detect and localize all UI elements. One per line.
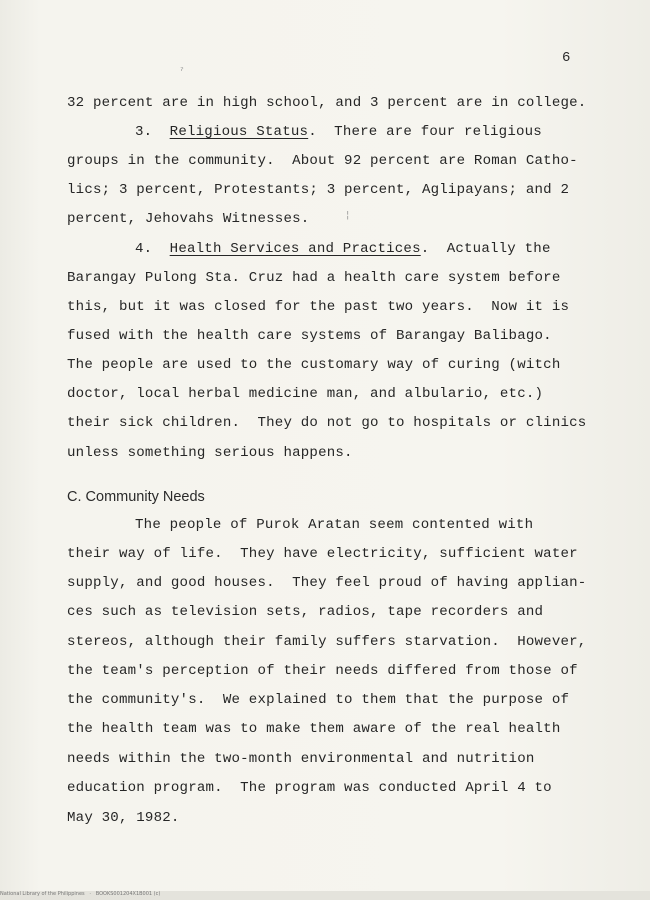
- item-3-number: 3.: [135, 124, 153, 140]
- section-c-line: needs within the two-month environmental and nutrition: [67, 751, 535, 767]
- section-c-line: May 30, 1982.: [67, 810, 180, 826]
- section-c-line: the team's perception of their needs differed from those of: [67, 663, 578, 679]
- text-line: lics; 3 percent, Protestants; 3 percent, Aglipayans; and 2: [67, 182, 570, 198]
- section-c-line: education program. The program was conducted April 4 to: [67, 780, 552, 796]
- section-c-line: the community's. We explained to them that the purpose of: [67, 692, 570, 708]
- item-3-title: Religious Status: [169, 124, 309, 140]
- text-line: doctor, local herbal medicine man, and albulario, etc.): [67, 386, 544, 402]
- text-line: groups in the community. About 92 percent are Roman Catho-: [67, 153, 578, 169]
- section-c-line: their way of life. They have electricity, sufficient water: [67, 546, 578, 562]
- section-c-line: The people of Purok Aratan seem contented with: [135, 517, 534, 533]
- section-c-line: ces such as television sets, radios, tape recorders and: [67, 604, 544, 620]
- section-c-heading: C. Community Needs: [67, 489, 205, 505]
- text-line: their sick children. They do not go to hospitals or clinics: [67, 415, 587, 431]
- text-line: this, but it was closed for the past two years. Now it is: [67, 299, 570, 315]
- section-c-line: the health team was to make them aware of the real health: [67, 721, 561, 737]
- text-line: The people are used to the customary way of curing (witch: [67, 357, 561, 373]
- section-c-line: stereos, although their family suffers starvation. However,: [67, 634, 587, 650]
- item-3-line: [135, 124, 542, 140]
- item-4-rest: . Actually the: [420, 241, 551, 257]
- archive-footer: National Library of the Philippines · BOOKS001204X1B001 (c): [0, 891, 650, 900]
- scan-speck: ¦: [346, 210, 350, 221]
- scan-speck: ˀ: [180, 66, 184, 77]
- text-line: 32 percent are in high school, and 3 percent are in college.: [67, 95, 587, 111]
- item-3-rest: . There are four religious: [308, 124, 542, 140]
- page-number: 6: [562, 50, 571, 66]
- section-c-line: supply, and good houses. They feel proud of having applian-: [67, 575, 587, 591]
- item-4-number: 4.: [135, 241, 153, 257]
- text-line: Barangay Pulong Sta. Cruz had a health care system before: [67, 270, 561, 286]
- text-line: fused with the health care systems of Barangay Balibago.: [67, 328, 552, 344]
- text-line: unless something serious happens.: [67, 445, 353, 461]
- item-4-title: Health Services and Practices: [169, 241, 421, 257]
- text-line: percent, Jehovahs Witnesses.: [67, 211, 310, 227]
- item-4-line: [135, 241, 551, 257]
